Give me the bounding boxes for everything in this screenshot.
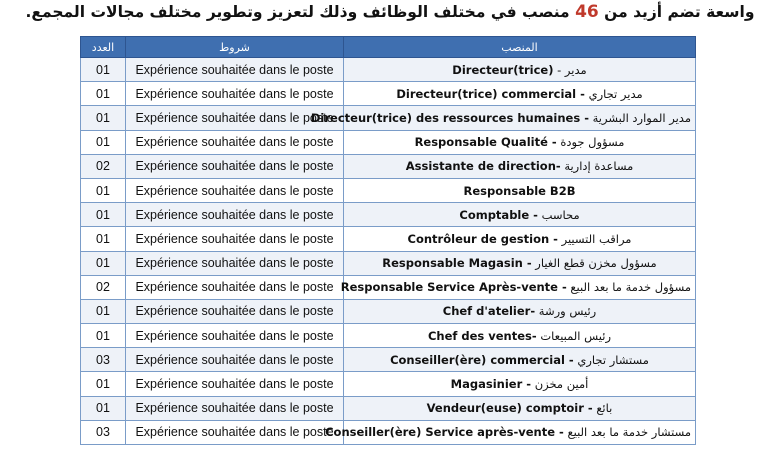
row-condition: Expérience souhaitée dans le poste — [126, 203, 344, 227]
row-condition: Expérience souhaitée dans le poste — [126, 299, 344, 323]
row-count: 03 — [81, 420, 126, 444]
row-position — [340, 275, 696, 299]
row-position — [344, 227, 696, 251]
position-french: Responsable B2B — [463, 183, 576, 198]
position-french: Chef des ventes- — [427, 328, 537, 343]
position-arabic: مساعدة إدارية — [564, 159, 634, 174]
row-count: 01 — [81, 58, 126, 82]
row-count: 01 — [81, 372, 126, 396]
position-arabic: مستشار تجاري — [577, 352, 649, 367]
position-french: Responsable Service Après-vente - — [340, 280, 567, 295]
row-count: 01 — [81, 130, 126, 154]
row-condition: Expérience souhaitée dans le poste — [126, 396, 344, 420]
position-arabic: رئيس ورشة — [538, 304, 597, 319]
row-position — [344, 82, 696, 106]
row-condition: Expérience souhaitée dans le poste — [126, 227, 344, 251]
position-french: Comptable - — [459, 207, 538, 222]
job-positions-table — [80, 36, 696, 445]
row-condition: Expérience souhaitée dans le poste — [126, 178, 344, 202]
row-condition: Expérience souhaitée dans le poste — [126, 154, 344, 178]
position-arabic: أمين مخزن — [534, 377, 589, 392]
position-french: Directeur(trice) — [452, 62, 554, 77]
position-french: Assistante de direction- — [405, 159, 561, 174]
row-count: 02 — [81, 154, 126, 178]
position-arabic: رئيس المبيعات — [540, 328, 612, 343]
table-row — [81, 275, 696, 299]
header-conditions: شروط — [126, 37, 344, 58]
table-row — [81, 106, 696, 130]
intro-heading — [0, 0, 780, 28]
table-row — [81, 203, 696, 227]
row-position — [344, 130, 696, 154]
row-condition: Expérience souhaitée dans le poste — [126, 251, 344, 275]
position-french: Conseiller(ère) Service après-vente - — [325, 425, 564, 440]
position-arabic: مسؤول مخزن قطع الغيار — [535, 256, 657, 271]
row-condition: Expérience souhaitée dans le poste — [126, 275, 344, 299]
row-count: 01 — [81, 178, 126, 202]
table-row — [81, 178, 696, 202]
row-position — [344, 203, 696, 227]
row-position — [344, 299, 696, 323]
row-condition: Expérience souhaitée dans le poste — [126, 420, 344, 444]
table-row — [81, 372, 696, 396]
header-position: المنصب — [344, 37, 696, 58]
table-header-row — [81, 37, 696, 58]
row-count: 01 — [81, 396, 126, 420]
table-row — [81, 130, 696, 154]
row-count: 01 — [81, 299, 126, 323]
row-count: 01 — [81, 203, 126, 227]
table-row — [81, 396, 696, 420]
heading-text-after: منصب في مختلف الوظائف وذلك لتعزيز وتطوير مختلف مجالات المجمع. — [25, 3, 570, 21]
row-position — [344, 154, 696, 178]
position-french: Contrôleur de gestion - — [407, 231, 558, 246]
row-position — [310, 106, 696, 130]
row-condition: Expérience souhaitée dans le poste — [126, 130, 344, 154]
row-count: 01 — [81, 106, 126, 130]
header-count: العدد — [81, 37, 126, 58]
table-row — [81, 348, 696, 372]
row-position — [325, 420, 696, 444]
position-french: Responsable Magasin - — [382, 256, 532, 271]
position-arabic: مسؤول خدمة ما بعد البيع — [570, 280, 691, 295]
position-french: Directeur(trice) commercial - — [396, 86, 585, 101]
table-row — [81, 58, 696, 82]
position-french: Chef d'atelier- — [442, 304, 536, 319]
row-count: 01 — [81, 251, 126, 275]
position-arabic: مدير تجاري — [588, 86, 643, 101]
row-position — [344, 372, 696, 396]
table-row — [81, 227, 696, 251]
row-position — [344, 348, 696, 372]
position-arabic: مستشار خدمة ما بعد البيع — [567, 425, 691, 440]
row-count: 02 — [81, 275, 126, 299]
row-condition: Expérience souhaitée dans le poste — [126, 58, 344, 82]
row-count: 01 — [81, 227, 126, 251]
row-count: 01 — [81, 82, 126, 106]
position-arabic: بائع — [596, 401, 613, 416]
row-count: 01 — [81, 324, 126, 348]
position-french: Conseiller(ère) commercial - — [390, 352, 574, 367]
position-french: Directeur(trice) des ressources humaines - — [310, 110, 589, 125]
row-condition: Expérience souhaitée dans le poste — [126, 82, 344, 106]
position-arabic: مسؤول جودة — [560, 135, 625, 150]
table-row — [81, 154, 696, 178]
row-position — [344, 58, 696, 82]
position-french: Vendeur(euse) comptoir - — [426, 401, 593, 416]
row-position — [344, 251, 696, 275]
row-count: 03 — [81, 348, 126, 372]
position-french: Magasinier - — [450, 377, 532, 392]
table-row — [81, 324, 696, 348]
table-row — [81, 299, 696, 323]
table-row — [81, 420, 696, 444]
row-condition: Expérience souhaitée dans le poste — [126, 106, 344, 130]
row-condition: Expérience souhaitée dans le poste — [126, 348, 344, 372]
position-arabic: مدير الموارد البشرية — [592, 110, 691, 125]
row-position — [344, 324, 696, 348]
row-position — [344, 178, 696, 202]
row-condition: Expérience souhaitée dans le poste — [126, 372, 344, 396]
positions-count: 46 — [575, 2, 599, 22]
heading-text-before: واسعة تضم أزيد من — [604, 3, 755, 21]
table-row — [81, 82, 696, 106]
position-french: Responsable Qualité - — [414, 135, 557, 150]
row-position — [344, 396, 696, 420]
position-arabic: مدير - — [557, 62, 587, 77]
position-arabic: مراقب التسيير — [561, 231, 632, 246]
table-row — [81, 251, 696, 275]
position-arabic: محاسب — [541, 207, 580, 222]
row-condition: Expérience souhaitée dans le poste — [126, 324, 344, 348]
